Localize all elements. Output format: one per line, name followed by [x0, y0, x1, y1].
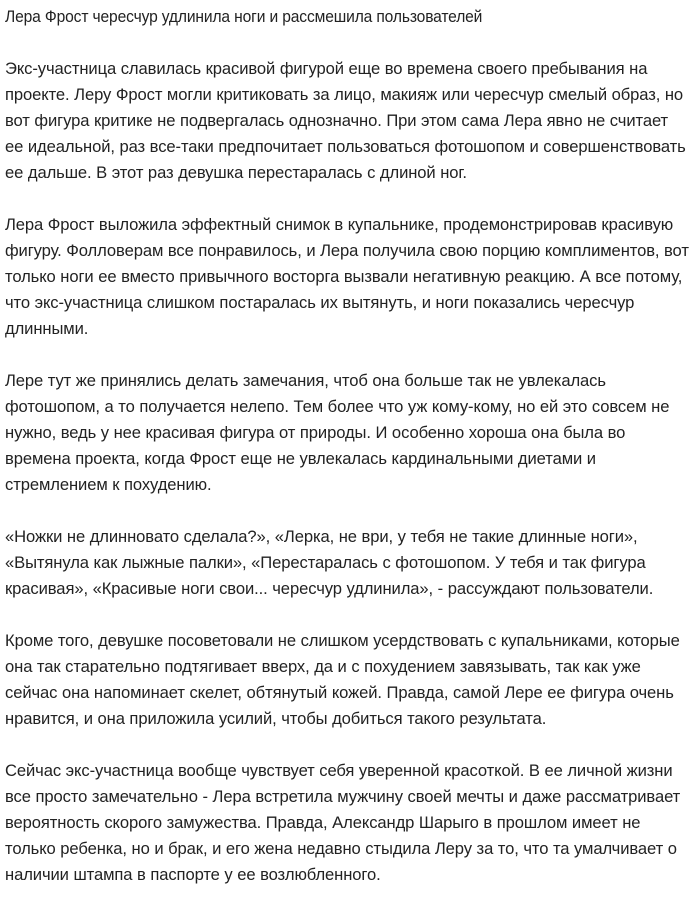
article-paragraph-3: Лере тут же принялись делать замечания, чтоб она больше так не увлекалась фотошопом, а то получается нелепо. Тем более что уж кому-кому, но ей это совсем не нужно, ведь у нее красивая фигура от природы. И особенно хороша она была во времена проекта, когда Фрост еще не увлекалась кардинальными диетами и стремлением к похудению. [5, 371, 670, 494]
article-paragraph-1: Экс-участница славилась красивой фигурой еще во времена своего пребывания на проекте. Леру Фрост могли критиковать за лицо, макияж или чересчур смелый образ, но вот фигура критике не подвергалась однозначно. При этом сама Лера явно не считает ее идеальной, раз все-таки предпочитает пользоваться фотошопом и совершенствовать ее дальше. В этот раз девушка перестаралась с длиной ног. [5, 59, 686, 182]
article-paragraph-4: «Ножки не длинновато сделала?», «Лерка, не ври, у тебя не такие длинные ноги», «Вытянула как лыжные палки», «Перестаралась с фотошопом. У тебя и так фигура красивая», «Красивые ноги свои... чересчур удлинила», - рассуждают пользователи. [5, 527, 654, 598]
article-paragraph-2: Лера Фрост выложила эффектный снимок в купальнике, продемонстрировав красивую фигуру. Фолловерам все понравилось, и Лера получила свою порцию комплиментов, вот только ноги ее вместо привычного восторга вызвали негативную реакцию. А все потому, что экс-участница слишком постаралась их вытянуть, и ноги показались чересчур длинными. [5, 215, 689, 338]
article-headline: Лера Фрост чересчур удлинила ноги и рассмешила пользователей [5, 7, 483, 26]
article-paragraph-5: Кроме того, девушке посоветовали не слишком усердствовать с купальниками, которые она так старательно подтягивает вверх, да и с похудением завязывать, так как уже сейчас она напоминает скелет, обтянутый кожей. Правда, самой Лере ее фигура очень нравится, и она приложила усилий, чтобы добиться такого результата. [5, 631, 680, 728]
article-paragraph-6: Сейчас экс-участница вообще чувствует себя уверенной красоткой. В ее личной жизни все просто замечательно - Лера встретила мужчину своей мечты и даже рассматривает вероятность скорого замужества. Правда, Александр Шарыго в прошлом имеет не только ребенка, но и брак, и его жена недавно стыдила Леру за то, что та умалчивает о наличии штампа в паспорте у ее возлюбленного. [5, 761, 681, 884]
